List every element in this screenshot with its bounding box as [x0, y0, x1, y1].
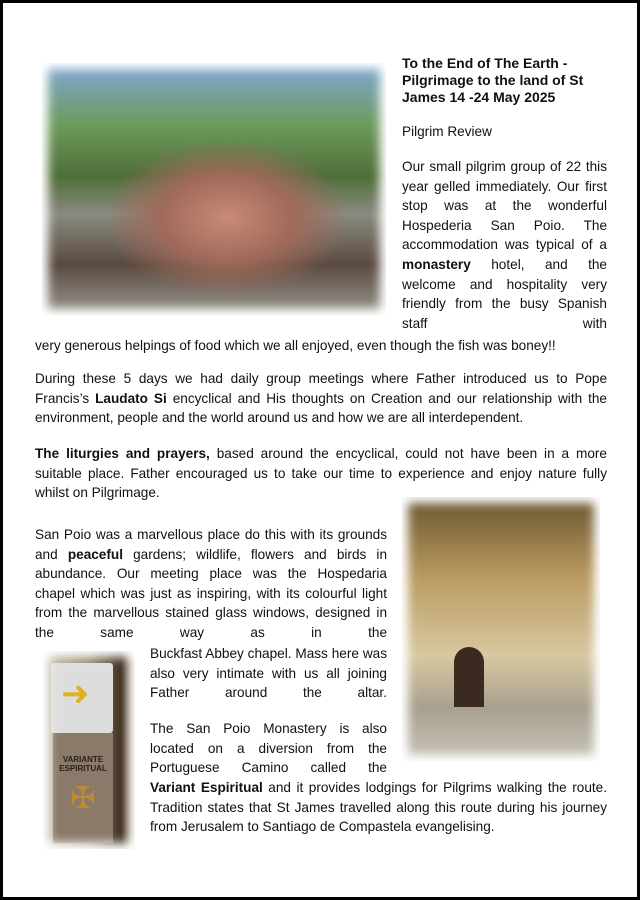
- group-photo: [42, 63, 386, 315]
- paragraph-4-full: San Poio was a marvellous place do this with its grounds and peaceful gardens; wildlife, flowers and birds in abundance. Our meeting place was the Hospedaria chapel which was just as inspiring, with its colourful light from the marvellous stained glass windows, designed in the same way as in the: [35, 527, 388, 640]
- sign-label: VARIANTE ESPIRITUAL: [59, 755, 107, 773]
- paragraph-1-full: very generous helpings of food which we all enjoyed, even though the fish was boney!!: [35, 338, 556, 353]
- paragraph-1-column: Our small pilgrim group of 22 this year gelled immediately. Our first stop was at the wonderful Hospederia San Poio. The accommodation was typical of a monastery hotel, and the welcome and hospitality very friendly from the busy Spanish staff with: [402, 159, 607, 331]
- article-subtitle: Pilgrim Review: [402, 124, 492, 139]
- camino-sign-photo: [43, 651, 135, 849]
- paragraph-3: The liturgies and prayers, based around the encyclical, could not have been in a more suitable place. Father encouraged us to take our time to experience and enjoy nature fully whilst on Pilgrimage.: [35, 446, 607, 501]
- paragraph-2: During these 5 days we had daily group meetings where Father introduced us to Pope Francis’s Laudato Si encyclical and His thoughts on Creation and our relationship with the environment, people and the world around us and how we are all interdependent.: [35, 371, 607, 426]
- paragraph-5-column: The San Poio Monastery is also located on a diversion from the Portuguese Camino called the: [150, 721, 387, 776]
- paragraph-4-column: Buckfast Abbey chapel. Mass here was also very intimate with us all joining Father around the altar.: [150, 646, 387, 701]
- scallop-shell-icon: ✠: [70, 782, 96, 815]
- arrow-icon: ➜: [61, 675, 90, 713]
- paragraph-5-full: Variant Espiritual and it provides lodgings for Pilgrims walking the route. Tradition states that St James travelled along this route during his journey from Jerusalem to Santiago de Compastela evangelising.: [150, 780, 607, 835]
- cloister-photo: [402, 497, 600, 761]
- article-title: To the End of The Earth - Pilgrimage to the land of St James 14 -24 May 2025: [402, 55, 584, 105]
